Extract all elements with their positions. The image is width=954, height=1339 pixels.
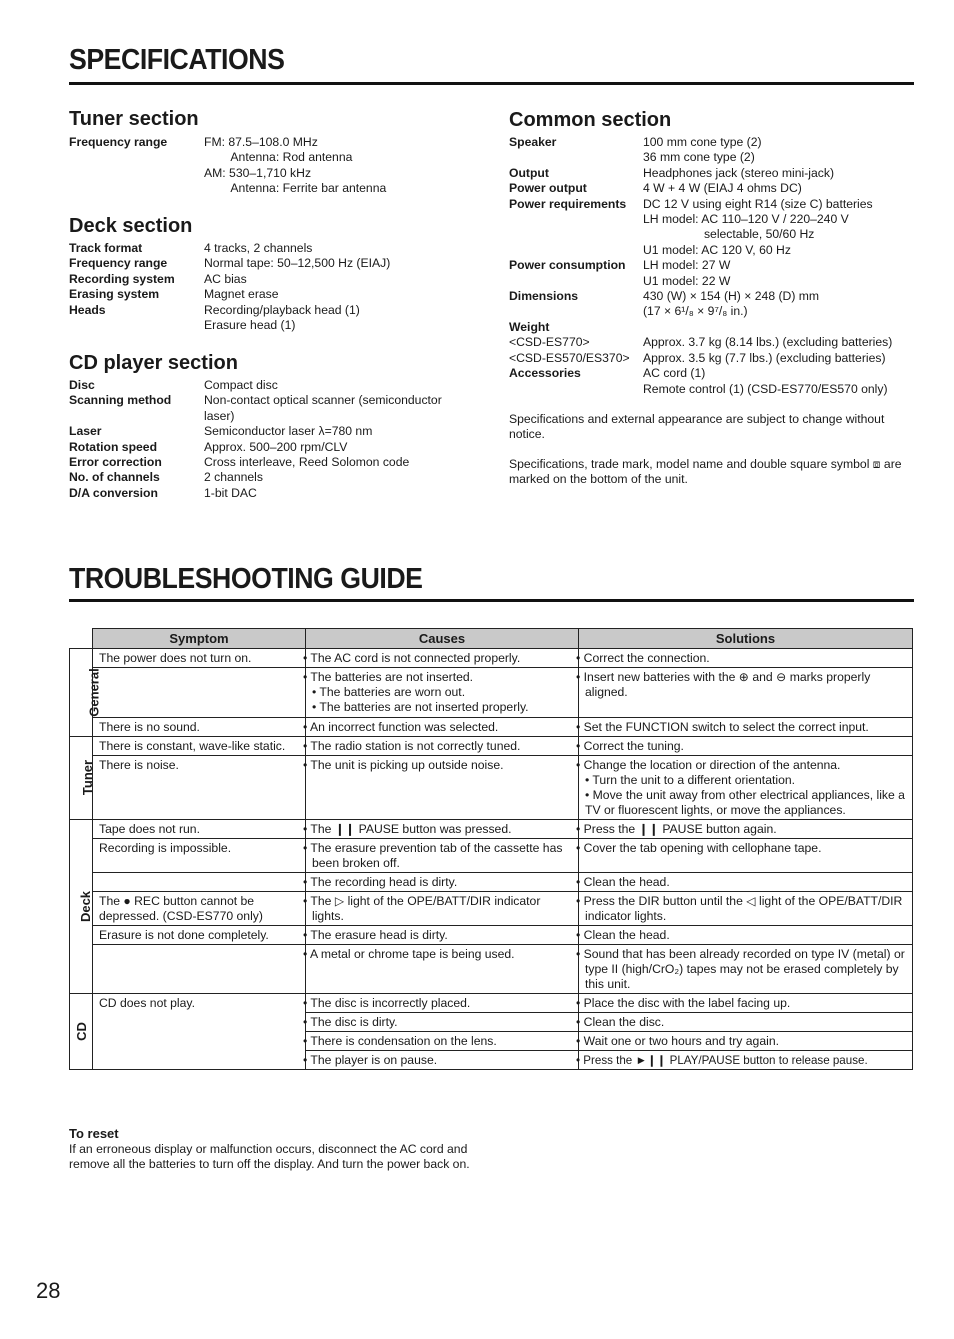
spec-label: Erasing system [69,287,160,302]
spec-label: Error correction [69,455,162,470]
spec-label: Rotation speed [69,439,158,454]
spec-row [509,366,892,397]
symptom-cell: The power does not turn on. [93,649,306,668]
spec-row [69,256,390,271]
spec-label: Power requirements [509,196,627,211]
spec-row [509,181,892,196]
spec-label: Heads [69,302,106,317]
cause-cell: • The erasure head is dirty. [306,926,579,945]
solution-cell: • Clean the head. [579,873,913,892]
troubleshooting-rule [69,599,914,602]
spec-label: Scanning method [69,393,172,408]
reset-text: If an erroneous display or malfunction occurs, disconnect the AC cord and remove all the batteries to turn off the display. And turn the power back on. [69,1142,470,1172]
spec-row [509,335,892,350]
specs-change-note: Specifications and external appearance are subject to change without notice. [509,412,885,442]
table-row [70,718,913,737]
deck-spec-list [69,241,390,333]
deck-section-title: Deck section [69,215,193,237]
spec-row [69,241,390,256]
solution-cell: • Set the FUNCTION switch to select the correct input. [579,718,913,737]
spec-label: <CSD-ES570/ES370> [509,350,630,365]
spec-label: Weight [509,319,550,334]
cause-cell: • The erasure prevention tab of the cassette has been broken off. [306,839,579,873]
spec-label: D/A conversion [69,485,158,500]
solution-cell: • Correct the connection. [579,649,913,668]
table-row [70,839,913,873]
solution-cell: • Sound that has been already recorded on type IV (metal) or type II (high/CrO₂) tapes may not be erased completely by this unit. [579,945,913,994]
spec-label: Speaker [509,135,557,149]
cause-cell: • The AC cord is not connected properly. [306,649,579,668]
symptom-cell [93,668,306,718]
table-row [70,945,913,994]
reset-title: To reset [69,1126,119,1141]
header-solutions: Solutions [579,629,913,649]
solution-cell: • Insert new batteries with the ⊕ and ⊖ marks properly aligned. [579,668,913,718]
table-row [70,873,913,892]
spec-label: No. of channels [69,470,160,485]
common-section-title: Common section [509,109,672,131]
spec-label: Frequency range [69,256,168,271]
cause-cell: • The player is on pause. [306,1051,579,1070]
spec-label: Recording system [69,271,175,286]
category-general: General [70,649,93,737]
symptom-cell: There is noise. [93,756,306,820]
cause-cell: • An incorrect function was selected. [306,718,579,737]
symptom-cell: Erasure is not done completely. [93,926,306,945]
spec-value: Recording/playback head (1) Erasure head (1) [204,302,360,333]
spec-label: Frequency range [69,135,168,149]
spec-row [69,393,442,424]
spec-row [69,455,442,470]
table-row [70,994,913,1013]
spec-row [509,289,892,320]
spec-row [509,135,892,166]
cause-cell: • The disc is dirty. [306,1013,579,1032]
solution-cell: • Change the location or direction of the antenna. • Turn the unit to a different orientation. • Move the unit away from other electrical appliances, like a TV or fluorescent lights, or move the appliances. [579,756,913,820]
spec-row [69,424,442,439]
symptom-cell: There is no sound. [93,718,306,737]
solution-cell: • Clean the head. [579,926,913,945]
cause-cell: • The disc is incorrectly placed. [306,994,579,1013]
spec-value: 4 W + 4 W (EIAJ 4 ohms DC) [643,181,802,196]
header-symptom: Symptom [93,629,306,649]
spec-value: Normal tape: 50–12,500 Hz (EIAJ) [204,256,391,271]
spec-label: Disc [69,378,95,392]
spec-row [69,378,442,393]
spec-value: AC cord (1) Remote control (1) (CSD-ES770/ES570 only) [643,366,888,396]
symptom-cell [93,945,306,994]
solution-cell: • Clean the disc. [579,1013,913,1032]
spec-value: 2 channels [204,470,263,485]
solution-cell: • Wait one or two hours and try again. [579,1032,913,1051]
spec-row [69,440,442,455]
cause-cell: • The ❙❙ PAUSE button was pressed. [306,820,579,839]
symptom-cell: Recording is impossible. [93,839,306,873]
cd-spec-list [69,378,442,501]
spec-row [509,320,892,335]
solution-cell: • Correct the tuning. [579,737,913,756]
specifications-title: SPECIFICATIONS [69,44,285,76]
table-row [70,649,913,668]
tuner-section-title: Tuner section [69,108,199,130]
cause-cell: • The batteries are not inserted. • The batteries are worn out. • The batteries are not inserted properly. [306,668,579,718]
spec-value: LH model: 27 W U1 model: 22 W [643,258,731,288]
table-row [70,668,913,718]
header-blank [70,629,93,649]
spec-row [509,197,892,259]
spec-row [69,470,442,485]
spec-row [69,303,390,334]
table-row [70,820,913,839]
cause-cell: • The radio station is not correctly tuned. [306,737,579,756]
cause-cell: • The unit is picking up outside noise. [306,756,579,820]
category-cd: CD [70,994,93,1070]
spec-row [69,135,386,197]
spec-value: 100 mm cone type (2) 36 mm cone type (2) [643,135,762,165]
table-row [70,737,913,756]
solution-cell: • Cover the tab opening with cellophane tape. [579,839,913,873]
category-tuner: Tuner [70,737,93,820]
spec-value: Approx. 3.5 kg (7.7 lbs.) (excluding batteries) [643,350,886,365]
solution-cell: • Press the ►❙❙ PLAY/PAUSE button to release pause. [579,1051,913,1070]
cause-cell: • There is condensation on the lens. [306,1032,579,1051]
spec-value: AC bias [204,271,247,286]
specs-marking-note: Specifications, trade mark, model name and double square symbol ⧈ are marked on the bottom of the unit. [509,457,902,487]
spec-label: Output [509,165,549,180]
symptom-cell: There is constant, wave-like static. [93,737,306,756]
solution-cell: • Press the DIR button until the ◁ light of the OPE/BATT/DIR indicator lights. [579,892,913,926]
symptom-cell: The ● REC button cannot be depressed. (CSD-ES770 only) [93,892,306,926]
spec-value: Non-contact optical scanner (semiconductor laser) [204,393,442,423]
spec-value: Compact disc [204,378,278,392]
spec-value: 430 (W) × 154 (H) × 248 (D) mm (17 × 6¹/₈ × 9⁷/₈ in.) [643,289,820,319]
symptom-cell: Tape does not run. [93,820,306,839]
header-causes: Causes [306,629,579,649]
common-spec-list [509,135,892,397]
solution-cell: • Place the disc with the label facing up. [579,994,913,1013]
troubleshooting-table [69,628,913,1070]
spec-label: Accessories [509,366,581,381]
spec-value: Headphones jack (stereo mini-jack) [643,165,835,180]
spec-label: Laser [69,424,102,439]
spec-row [509,258,892,289]
category-deck: Deck [70,820,93,994]
spec-value: DC 12 V using eight R14 (size C) batteries LH model: AC 110–120 V / 220–240 V selectable, 50/60 Hz U1 model: AC 120 V, 60 Hz [643,196,873,257]
troubleshooting-title: TROUBLESHOOTING GUIDE [69,563,423,595]
spec-value: Approx. 3.7 kg (8.14 lbs.) (excluding batteries) [643,335,893,350]
spec-row [69,287,390,302]
spec-value: Magnet erase [204,287,279,302]
spec-row [509,351,892,366]
table-header-row [70,629,913,649]
tuner-spec-list [69,135,386,197]
symptom-cell [93,873,306,892]
spec-label: Power output [509,181,587,196]
solution-cell: • Press the ❙❙ PAUSE button again. [579,820,913,839]
table-row [70,926,913,945]
spec-value: Approx. 500–200 rpm/CLV [204,439,348,454]
cause-cell: • The recording head is dirty. [306,873,579,892]
table-row [70,756,913,820]
spec-label: Track format [69,241,143,255]
spec-row [69,486,442,501]
spec-value: 1-bit DAC [204,485,257,500]
spec-value: FM: 87.5–108.0 MHz Antenna: Rod antenna AM: 530–1,710 kHz Antenna: Ferrite bar antenna [204,135,387,196]
cause-cell: • A metal or chrome tape is being used. [306,945,579,994]
symptom-cell: CD does not play. [93,994,306,1070]
spec-value: Semiconductor laser λ=780 nm [204,424,373,439]
spec-row [69,272,390,287]
spec-row [509,166,892,181]
title-rule [69,82,914,85]
cause-cell: • The ▷ light of the OPE/BATT/DIR indicator lights. [306,892,579,926]
spec-label: <CSD-ES770> [509,335,590,350]
page-number: 28 [36,1278,61,1303]
spec-value: Cross interleave, Reed Solomon code [204,455,410,470]
spec-label: Dimensions [509,289,579,304]
spec-label: Power consumption [509,258,626,273]
cd-section-title: CD player section [69,352,238,374]
spec-value: 4 tracks, 2 channels [204,241,313,255]
table-row [70,892,913,926]
